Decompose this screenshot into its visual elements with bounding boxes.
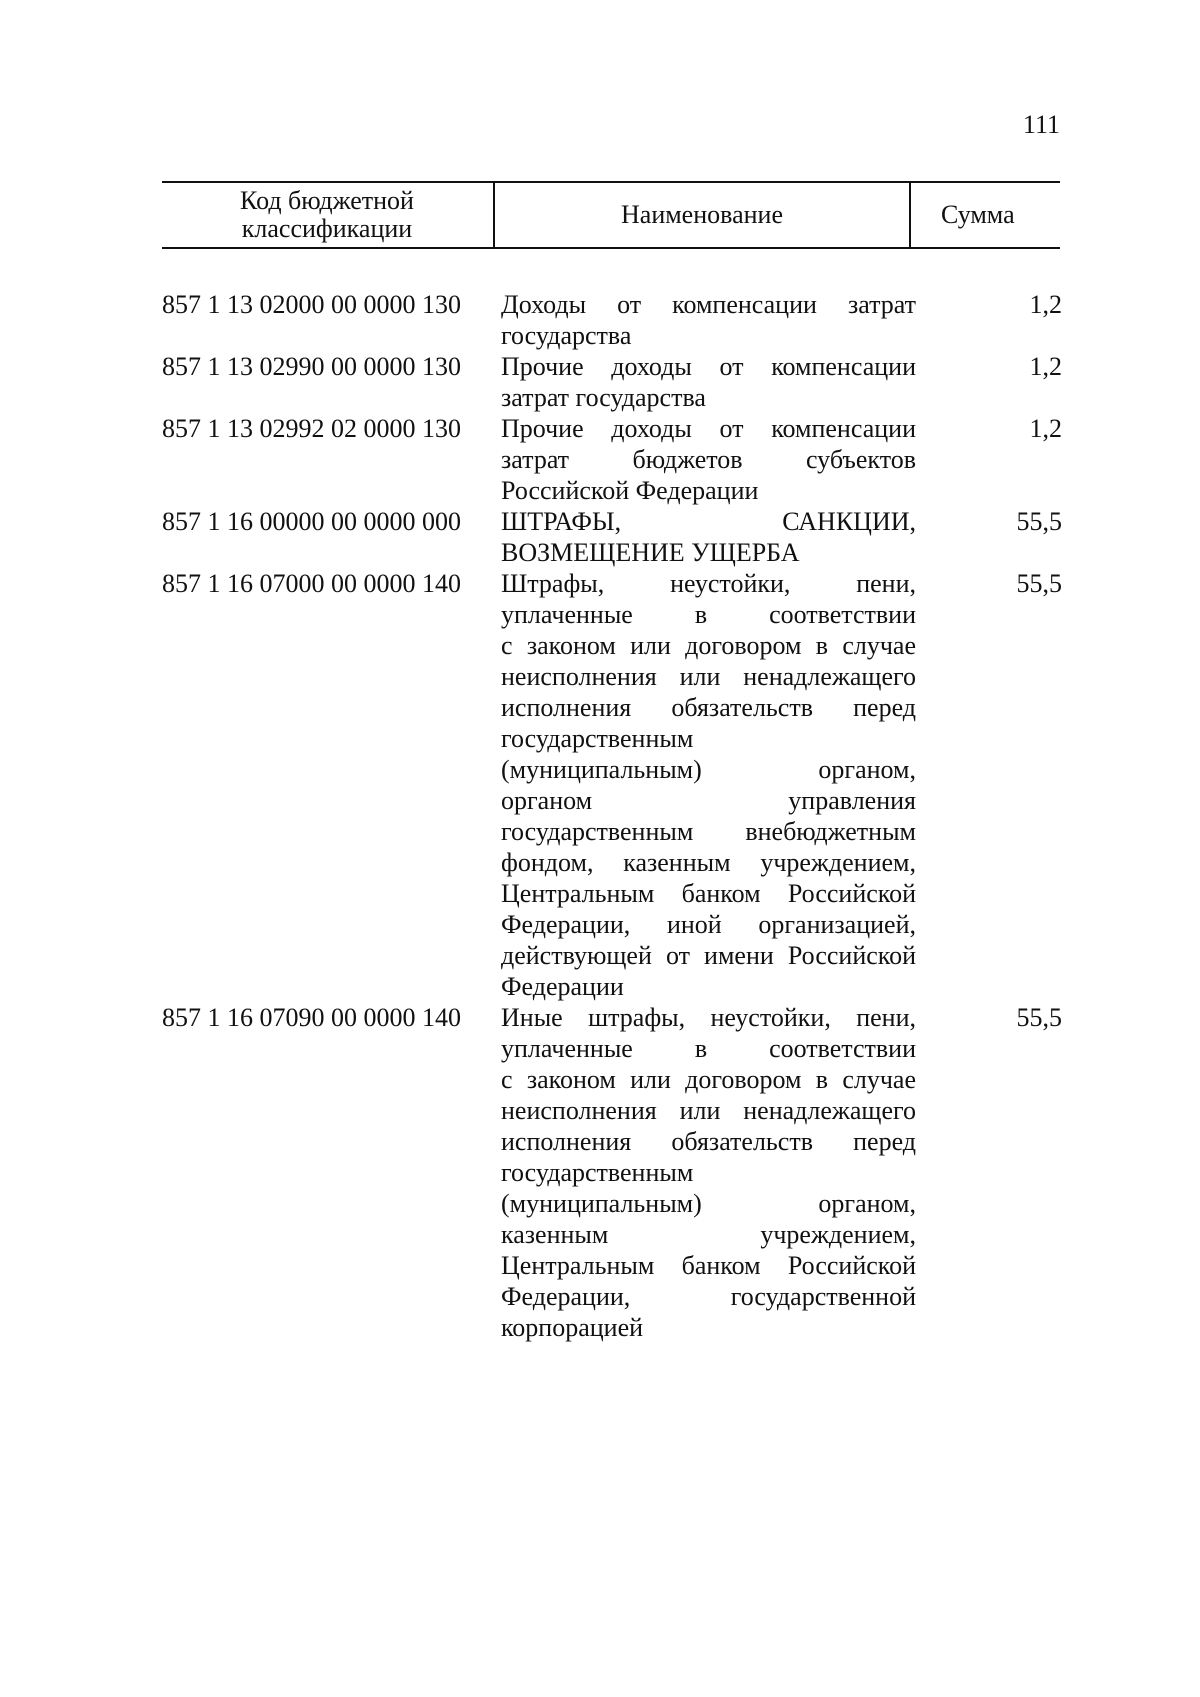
row-name-line: Доходы от компенсации затрат — [501, 290, 916, 319]
row-name-line: с законом или договором в случае — [501, 631, 916, 660]
row-name-line: исполнения обязательств перед — [501, 1127, 916, 1156]
row-name-line: Федерации, иной организацией, — [501, 910, 916, 939]
row-name-line: органом управления — [501, 786, 916, 815]
row-name — [501, 1002, 916, 1343]
row-name-line: Иные штрафы, неустойки, пени, — [501, 1003, 916, 1032]
header-code: Код бюджетной классификации — [240, 186, 414, 243]
table-row — [162, 413, 1062, 506]
row-name-line: Прочие доходы от компенсации — [501, 352, 916, 381]
header-sum: Сумма — [909, 183, 1060, 247]
row-name-line: затрат государства — [501, 383, 706, 412]
row-name-line: Прочие доходы от компенсации — [501, 414, 916, 443]
row-name-line: корпорацией — [501, 1313, 644, 1342]
row-code: 857 1 16 07000 00 0000 140 — [162, 569, 461, 598]
row-name — [501, 351, 916, 413]
table-row — [162, 289, 1062, 351]
row-name-line: казенным учреждением, — [501, 1220, 916, 1249]
row-name-line: уплаченные в соответствии — [501, 600, 916, 629]
row-name-line: государственным — [501, 724, 694, 753]
row-name — [501, 413, 916, 506]
row-name-line: Федерации, государственной — [501, 1282, 916, 1311]
row-name-line: с законом или договором в случае — [501, 1065, 916, 1094]
row-name-line: государственным внебюджетным — [501, 817, 916, 846]
row-name-line: ВОЗМЕЩЕНИЕ УЩЕРБА — [501, 538, 800, 567]
row-name-line: ШТРАФЫ, САНКЦИИ, — [501, 507, 916, 536]
row-name-line: неисполнения или ненадлежащего — [501, 662, 916, 691]
row-name-line: действующей от имени Российской — [501, 941, 916, 970]
row-name-line: государства — [501, 321, 632, 350]
row-name-line: уплаченные в соответствии — [501, 1034, 916, 1063]
row-name-line: государственным — [501, 1158, 694, 1187]
row-sum: 1,2 — [1029, 290, 1062, 319]
table-row — [162, 568, 1062, 1002]
row-name-line: Центральным банком Российской — [501, 1251, 916, 1280]
row-code: 857 1 16 00000 00 0000 000 — [162, 507, 461, 536]
row-code: 857 1 13 02990 00 0000 130 — [162, 352, 461, 381]
row-name-line: (муниципальным) органом, — [501, 1189, 916, 1218]
header-name: Наименование — [493, 183, 909, 247]
row-sum: 1,2 — [1029, 414, 1062, 443]
row-sum: 55,5 — [1016, 1003, 1062, 1032]
row-name-line: Штрафы, неустойки, пени, — [501, 569, 916, 598]
row-name-line: Федерации — [501, 972, 624, 1001]
page-number: 111 — [1022, 110, 1060, 139]
row-code: 857 1 13 02000 00 0000 130 — [162, 290, 461, 319]
row-sum: 1,2 — [1029, 352, 1062, 381]
row-code: 857 1 16 07090 00 0000 140 — [162, 1003, 461, 1032]
row-name-line: Российской Федерации — [501, 476, 759, 505]
table-row — [162, 506, 1062, 568]
row-name — [501, 289, 916, 351]
table-header — [162, 181, 1060, 249]
row-name-line: исполнения обязательств перед — [501, 693, 916, 722]
row-name — [501, 568, 916, 1002]
row-name-line: неисполнения или ненадлежащего — [501, 1096, 916, 1125]
row-name-line: затрат бюджетов субъектов — [501, 445, 916, 474]
row-name-line: Центральным банком Российской — [501, 879, 916, 908]
row-name — [501, 506, 916, 568]
row-code: 857 1 13 02992 02 0000 130 — [162, 414, 461, 443]
row-sum: 55,5 — [1016, 507, 1062, 536]
row-sum: 55,5 — [1016, 569, 1062, 598]
table-row — [162, 351, 1062, 413]
row-name-line: фондом, казенным учреждением, — [501, 848, 916, 877]
table-row — [162, 1002, 1062, 1343]
table-body — [162, 289, 1062, 1343]
row-name-line: (муниципальным) органом, — [501, 755, 916, 784]
